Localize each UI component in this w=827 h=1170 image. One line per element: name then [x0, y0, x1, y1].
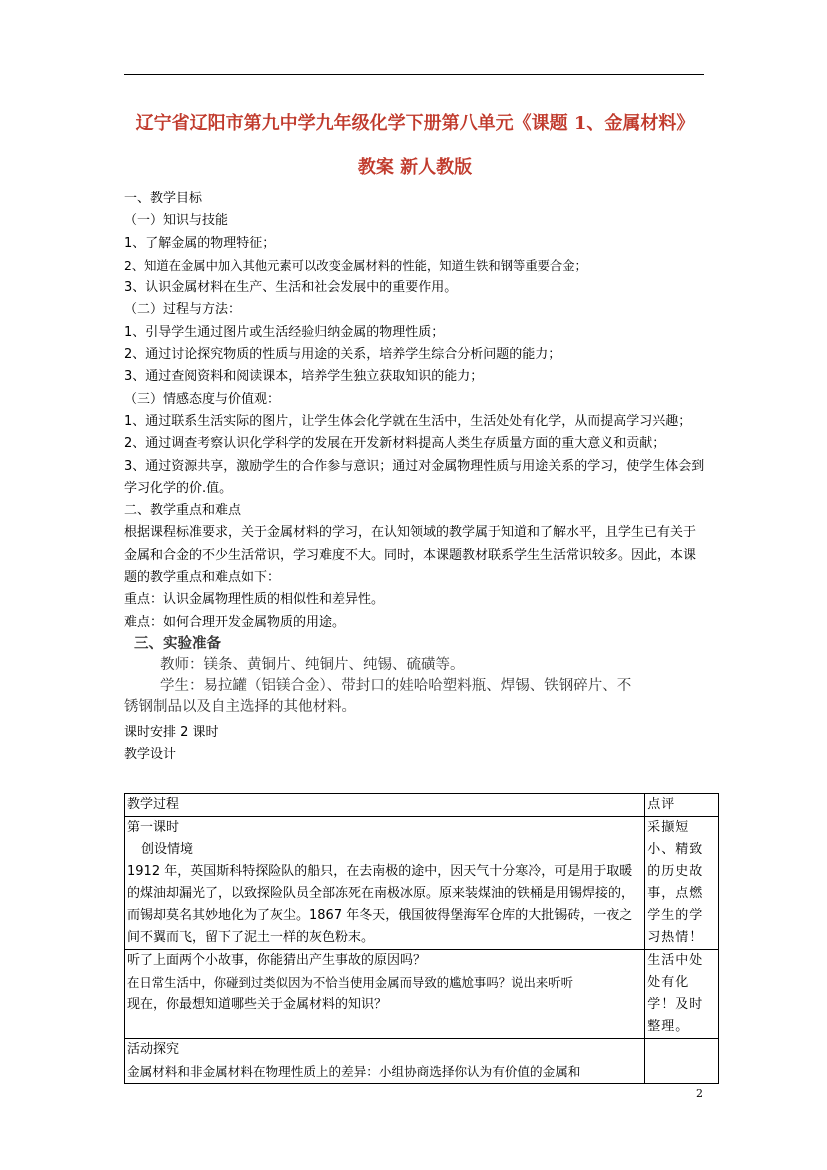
design-label: 教学设计 [124, 747, 177, 763]
list-item: 2、通过调查考察认识化学科学的发展在开发新材料提高人类生存质量方面的重大意义和贡献； [124, 436, 666, 452]
document-body [124, 188, 706, 767]
list-item: 3、认识金属材料在生产、生活和社会发展中的重要作用。 [124, 280, 458, 296]
table-row [125, 950, 719, 1039]
schedule: 课时安排 2 课时 [124, 724, 219, 740]
lesson-table [124, 793, 719, 1084]
table-row [125, 1039, 719, 1084]
row3-comment [645, 1039, 719, 1084]
list-item: 1、引导学生通过图片或生活经验归纳金属的物理性质； [124, 324, 445, 340]
teacher-materials: 教师：镁条、黄铜片、纯铜片、纯锡、硫磺等。 [160, 656, 465, 673]
list-item: 3、通过资源共享，激励学生的合作参与意识；通过对金属物理性质与用途关系的学习，使学生体会到学习化学的价.值。 [124, 458, 705, 496]
document-title-line1: 辽宁省辽阳市第九中学九年级化学下册第八单元《课题 1、金属材料》 [135, 113, 695, 134]
row3-title: 活动探究 [127, 1042, 180, 1057]
row1-comment: 采撷短小、精致的历史故事，点燃学生的学习热情！ [645, 817, 719, 950]
col-header-comment: 点评 [645, 794, 719, 817]
section1-heading: 一、教学目标 [124, 191, 203, 206]
section2-paragraph: 根据课程标准要求，关于金属材料的学习，在认知领域的教学属于知道和了解水平，且学生已有关于金属和合金的不少生活常识，学习难度不大。同时，本课题教材联系学生生活常识较多。因此，本课题的教学重点和难点如下： [124, 525, 697, 586]
section1-sub2: （二）过程与方法： [124, 302, 242, 318]
student-materials-line1: 学生：易拉罐（铝镁合金）、带封口的娃哈哈塑料瓶、焊锡、铁钢碎片、不 [160, 677, 632, 694]
page-number: 2 [696, 1087, 703, 1100]
scanned-section3 [124, 634, 706, 718]
difficulty-point: 难点：如何合理开发金属物质的用途。 [124, 614, 346, 630]
col-header-process: 教学过程 [125, 794, 645, 817]
list-item: 2、知道在金属中加入其他元素可以改变金属材料的性能，知道生铁和钢等重要合金； [124, 258, 587, 273]
section3-heading: 三、实验准备 [134, 635, 221, 652]
document-title-line2: 教案 新人教版 [357, 157, 473, 178]
row1-story: 1912 年，英国斯科特探险队的船只，在去南极的途中，因天气十分寒冷，可是用于取暖的煤油却漏光了，以致探险队员全部冻死在南极冰原。原来装煤油的铁桶是用锡焊接的，而锡却莫名其妙地化为了灰尘。1867 年冬天，俄国彼得堡海军仓库的大批锡砖，一夜之间不翼而飞，留下了泥土一样的灰色粉末。 [127, 864, 635, 945]
row2-question: 在日常生活中，你碰到过类似因为不恰当使用金属而导致的尴尬事吗？说出来听听 [127, 975, 574, 990]
row3-text: 金属材料和非金属材料在物理性质上的差异：小组协商选择你认为有价值的金属和 [127, 1064, 581, 1079]
table-header-row [125, 794, 719, 817]
header-rule [124, 74, 704, 75]
section1-sub1: （一）知识与技能 [124, 213, 229, 229]
list-item: 3、通过查阅资料和阅读课本，培养学生独立获取知识的能力； [124, 369, 484, 385]
section2-heading: 二、教学重点和难点 [124, 503, 242, 519]
list-item: 2、通过讨论探究物质的性质与用途的关系，培养学生综合分析问题的能力； [124, 347, 562, 363]
key-point: 重点：认识金属物理性质的相似性和差异性。 [124, 592, 385, 608]
table-row [125, 817, 719, 950]
row2-question: 听了上面两个小故事，你能猜出产生事故的原因吗？ [127, 953, 427, 968]
section1-sub3: （三）情感态度与价值观： [124, 391, 281, 407]
row2-question: 现在，你最想知道哪些关于金属材料的知识？ [127, 997, 388, 1012]
list-item: 1、通过联系生活实际的图片，让学生体会化学就在生活中，生活处处有化学，从而提高学习兴趣； [124, 413, 692, 429]
row1-title: 第一课时 [127, 820, 180, 835]
student-materials-line2: 锈钢制品以及自主选择的其他材料。 [124, 698, 356, 715]
list-item: 1、了解金属的物理特征； [124, 235, 276, 251]
row2-comment: 生活中处处有化学！及时整理。 [645, 950, 719, 1039]
row1-subtitle: 创设情境 [141, 842, 194, 857]
